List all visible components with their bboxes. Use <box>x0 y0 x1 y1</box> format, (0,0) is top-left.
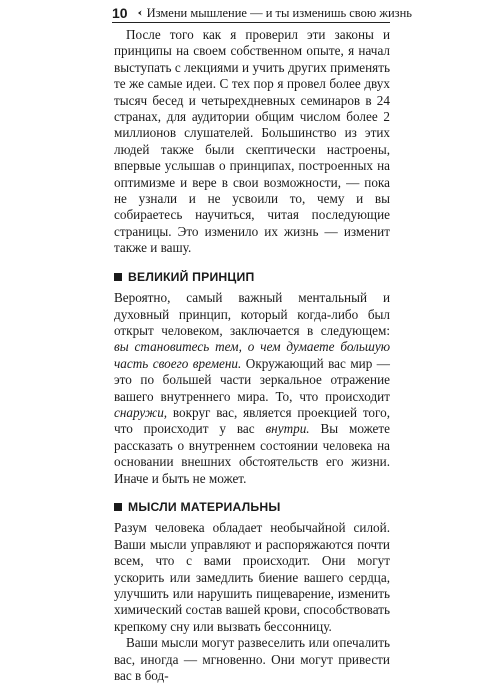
running-title: Измени мышление — и ты изменишь свою жизнь <box>146 5 412 20</box>
square-bullet-icon <box>114 503 122 511</box>
great-principle-paragraph <box>114 290 390 487</box>
intro-paragraph: После того как я проверил эти законы и принципы на своем собственном опыте, я начал выступать с лекциями и учить других применять те же самые идеи. С тех пор я провел более двух тысяч бесед и четырехдневных семинаров в 24 странах, для аудитории общим числом более 2 миллионов слушателей. Большинство из этих людей также были скептически настроены, впервые услышав о принципах, построенных на оптимизме и вере в свои возможности, — пока не узнали и не усвоили то, чему и вы собираетесь научиться, читая последующие страницы. Это изменило их жизнь — изменит также и вашу. <box>114 27 390 256</box>
text-run: Вероятно, самый важный ментальный и духовный принцип, который когда-либо был открыт человеком, заключается в следующем: <box>114 290 390 338</box>
chevron-left-icon <box>138 7 142 19</box>
section-heading-thoughts-material <box>114 499 390 515</box>
square-bullet-icon <box>114 273 122 281</box>
page-header <box>112 6 412 20</box>
text-run: Окружающий вас мир — это по большей части зеркальное отражение вашего внутреннего мира. То, что происходит <box>114 355 390 404</box>
page-body <box>114 27 390 684</box>
section-heading-great-principle <box>114 269 390 285</box>
thoughts-paragraph-1: Разум человека обладает необычайной силой. Ваши мысли управляют и распоряжаются почти всем, что с вами происходит. Они могут ускорить или замедлить биение вашего сердца, улучшить или нарушить пищеварение, изменить химический состав вашей крови, способствовать крепкому сну или вызвать бессонницу. <box>114 520 390 634</box>
page-number: 10 <box>112 5 128 21</box>
emphasis: вы становитесь тем, о чем думаете большую часть своего времени. <box>114 339 390 371</box>
emphasis: внутри. <box>265 421 310 437</box>
text-run: Вы можете рассказать о внутреннем состоянии человека на основании внешних обстоятельств его жизни. Иначе и быть не может. <box>114 421 390 486</box>
heading-text: МЫСЛИ МАТЕРИАЛЬНЫ <box>128 499 281 514</box>
emphasis: снаружи, <box>114 404 168 420</box>
thoughts-paragraph-2: Ваши мысли могут развеселить или опечалить вас, иногда — мгновенно. Они могут привести вас в бод- <box>114 635 390 684</box>
heading-text: ВЕЛИКИЙ ПРИНЦИП <box>128 269 255 284</box>
text-run: вокруг вас, является проекцией того, что происходит у вас <box>114 404 390 437</box>
header-rule <box>112 22 390 23</box>
